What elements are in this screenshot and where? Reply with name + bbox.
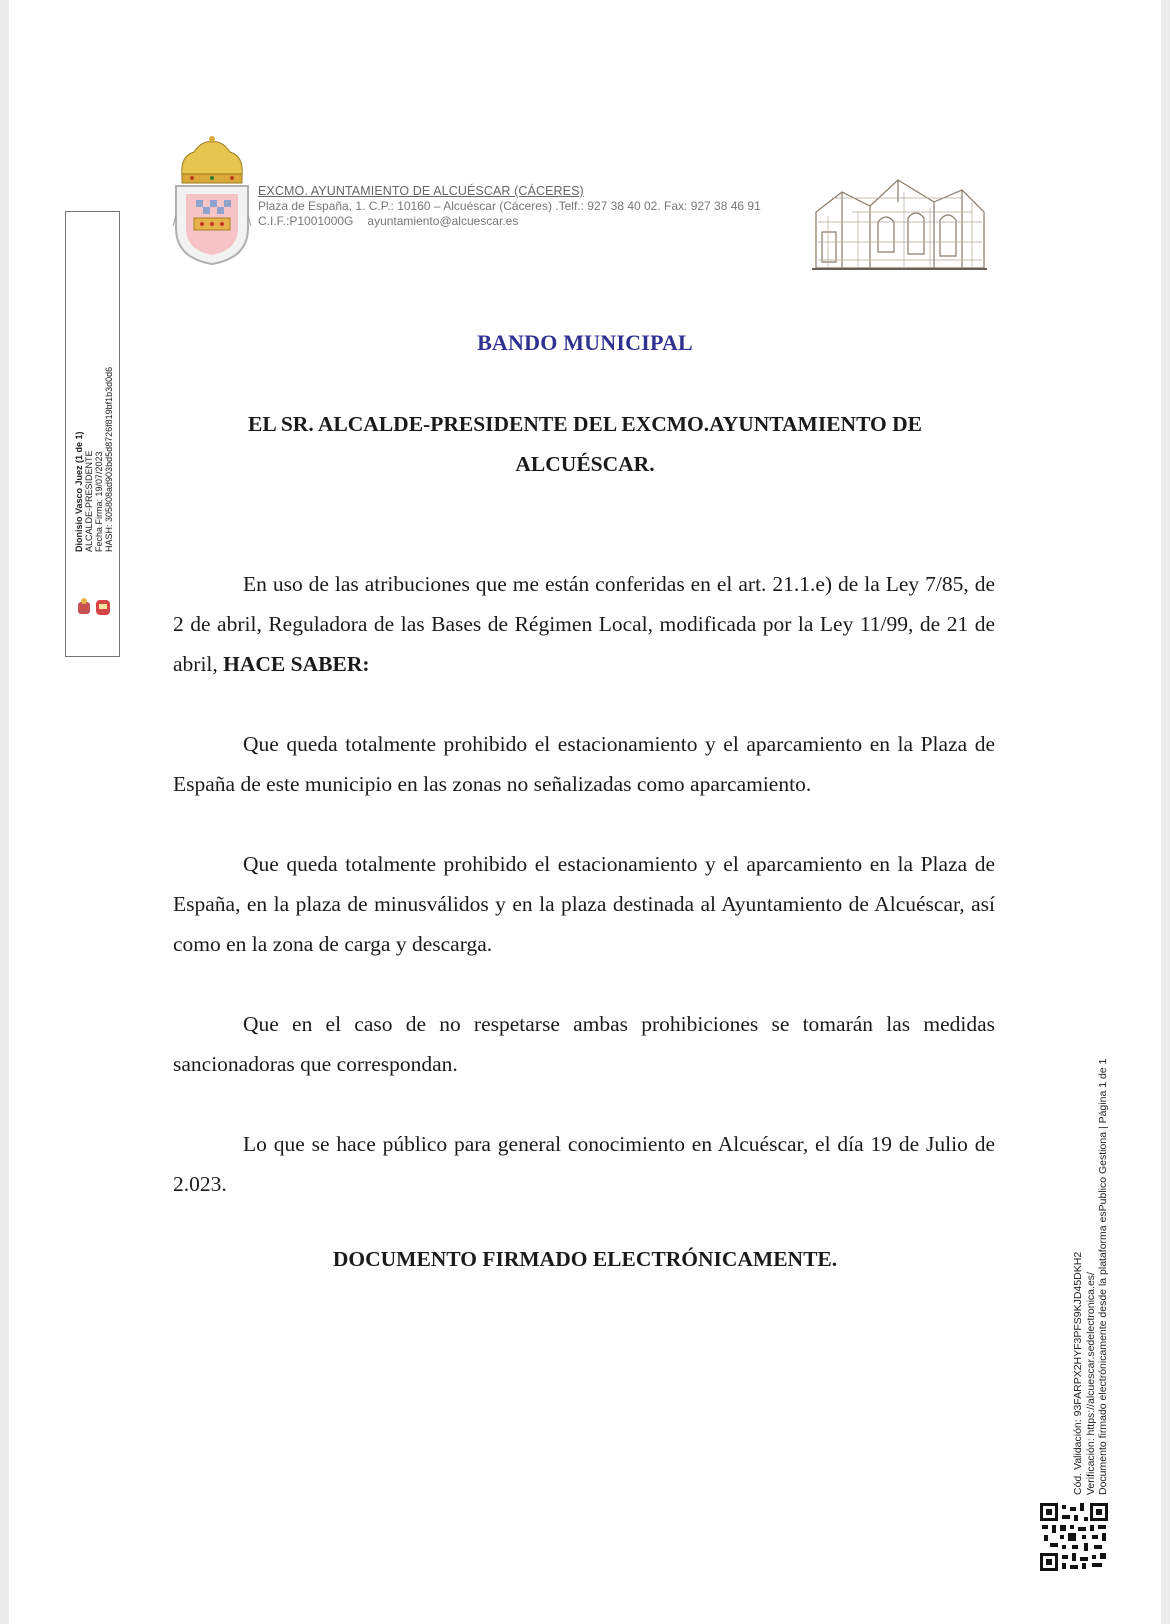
paragraph-3: Que en el caso de no respetarse ambas prohibiciones se tomarán las medidas sancionadoras que correspondan.: [173, 1012, 995, 1076]
verification-strip: [1072, 1059, 1110, 1495]
paragraph-1: Que queda totalmente prohibido el estacionamiento y el aparcamiento en la Plaza de España de este municipio en las zonas no señalizadas como aparcamiento.: [173, 732, 995, 796]
signature-role: ALCALDE-PRESIDENTE: [84, 450, 94, 552]
signature-stamp: [65, 211, 120, 657]
intro-paragraph: [173, 564, 995, 684]
signature-signer: Dionisio Vasco Juez (1 de 1): [74, 431, 84, 552]
document-title: BANDO MUNICIPAL: [477, 330, 693, 355]
intro-bold: HACE SABER:: [223, 652, 370, 676]
coat-of-arms-logo: [172, 136, 252, 272]
signature-date: Fecha Firma: 19/07/2023: [94, 451, 104, 552]
header-contact: [258, 214, 761, 228]
church-illustration: [812, 172, 987, 272]
header-email: ayuntamiento@alcuescar.es: [367, 214, 519, 228]
intro-text: En uso de las atribuciones que me están conferidas en el art. 21.1.e) de la Ley 7/85, de 2 de abril, Reguladora de las Bases de Régimen Local, modificada por la Ley 11/99, de 21 de abril,: [173, 572, 995, 676]
paragraph-2: Que queda totalmente prohibido el estacionamiento y el aparcamiento en la Plaza de España, en la plaza de minusválidos y en la plaza destinada al Ayuntamiento de Alcuéscar, así como en la zona de carga y descarga.: [173, 852, 995, 956]
verification-code: Cód. Validación: 93FARPX2HYF3PFS9KJD45DKH2: [1072, 1251, 1084, 1495]
paragraph-4: Lo que se hace público para general conocimiento en Alcuéscar, el día 19 de Julio de 2.023.: [173, 1132, 995, 1196]
document-heading: EL SR. ALCALDE-PRESIDENTE DEL EXCMO.AYUNTAMIENTO DE ALCUÉSCAR.: [247, 412, 922, 476]
verification-platform: Documento firmado electrónicamente desde la plataforma esPublico Gestiona | Página 1 de 1: [1097, 1058, 1109, 1495]
mini-coat-of-arms-icon: [76, 596, 112, 618]
header-title: EXCMO. AYUNTAMIENTO DE ALCUÉSCAR (CÁCERES): [258, 184, 584, 198]
header-text: [258, 184, 761, 228]
signed-electronically-note: DOCUMENTO FIRMADO ELECTRÓNICAMENTE.: [332, 1247, 838, 1271]
header-address: Plaza de España, 1. C.P.: 10160 – Alcuéscar (Cáceres) .Telf.: 927 38 40 02. Fax: 927 38 46 91: [258, 199, 761, 213]
header-cif: C.I.F.:P1001000G: [258, 214, 354, 228]
signature-stamp-text: [74, 222, 114, 552]
signature-hash: HASH: 305808ad903bd5d8726f819bf1b3d0d6: [104, 366, 114, 552]
qr-code-icon: [1040, 1503, 1108, 1571]
verification-url: Verificación: https://alcuescar.sedelectronica.es/: [1084, 1272, 1097, 1495]
